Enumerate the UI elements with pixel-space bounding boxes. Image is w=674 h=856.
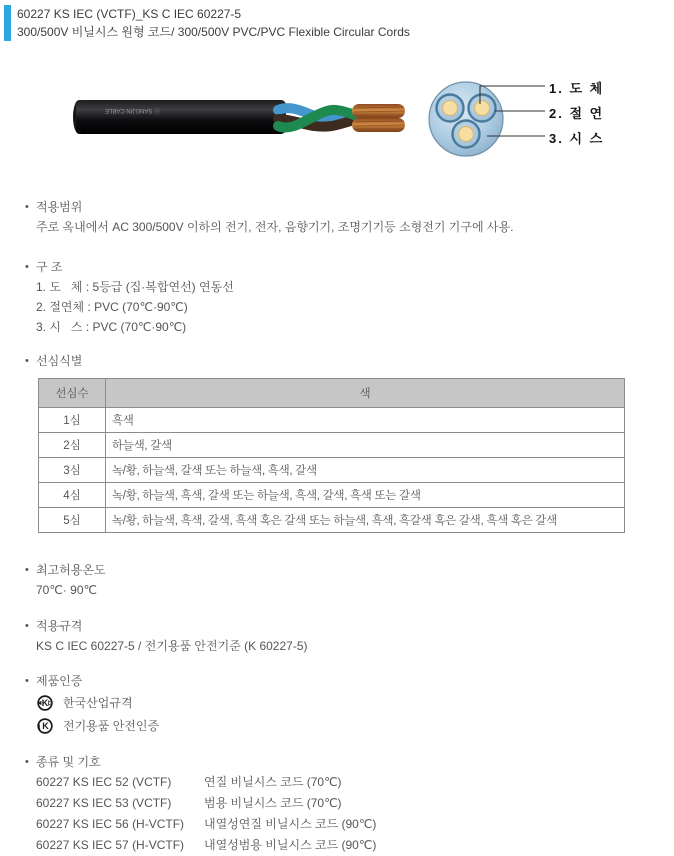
section-core-id-title: • 선심식별	[25, 351, 654, 371]
certification-label: 전기용품 안전인증	[63, 719, 160, 733]
diagram-label-conductor: 1. 도 체	[549, 81, 605, 96]
section-max-temp-title: • 최고허용온도	[25, 560, 654, 580]
type-description: 내열성연질 비닐시스 코드 (90℃)	[204, 817, 377, 831]
type-code: 60227 KS IEC 53 (VCTF)	[36, 796, 172, 810]
ks-mark-icon	[36, 694, 54, 712]
section-standard-title: • 적용규격	[25, 616, 654, 636]
section-core-identification	[25, 351, 654, 533]
type-code: 60227 KS IEC 56 (H-VCTF)	[36, 817, 185, 831]
cable-brand-text: ⓢ SANGJIN CABLE	[104, 107, 160, 113]
svg-text:K: K	[42, 720, 49, 731]
type-item	[36, 793, 654, 814]
type-item	[36, 835, 654, 856]
type-description: 범용 비닐시스 코드 (70℃)	[204, 796, 342, 810]
color-cell: 흑색	[106, 408, 625, 433]
table-row	[39, 483, 625, 508]
certification-item-ks	[36, 691, 654, 714]
type-item	[36, 814, 654, 835]
accent-bar	[4, 5, 11, 41]
product-graphics	[0, 44, 674, 197]
k-safety-mark-icon	[36, 717, 54, 735]
section-certification-title: • 제품인증	[25, 671, 654, 691]
core-count-cell: 2심	[39, 433, 106, 458]
certification-item-safety	[36, 714, 654, 737]
page-header	[0, 0, 674, 44]
type-item	[36, 772, 654, 793]
section-standard-body: KS C IEC 60227-5 / 전기용품 안전기준 (K 60227-5)	[36, 639, 308, 653]
table-row	[39, 508, 625, 533]
cable-cross-section-diagram	[425, 78, 547, 176]
table-row	[39, 433, 625, 458]
section-max-temp-body: 70℃· 90℃	[36, 583, 97, 597]
section-structure	[25, 257, 654, 337]
section-scope-body: 주로 옥내에서 AC 300/500V 이하의 전기, 전자, 음향기기, 조명기기등 소형전기 기구에 사용.	[36, 220, 514, 234]
table-row	[39, 408, 625, 433]
core-count-cell: 1심	[39, 408, 106, 433]
certification-label: 한국산업규격	[63, 696, 133, 710]
core-count-cell: 5심	[39, 508, 106, 533]
section-types	[25, 752, 654, 856]
color-cell: 하늘색, 갈색	[106, 433, 625, 458]
type-description: 연질 비닐시스 코드 (70℃)	[204, 775, 342, 789]
core-count-cell: 4심	[39, 483, 106, 508]
svg-text:K: K	[41, 697, 49, 708]
type-code: 60227 KS IEC 57 (H-VCTF)	[36, 838, 185, 852]
diagram-label-insulation: 2. 절 연	[549, 106, 605, 121]
section-types-title: • 종류 및 기호	[25, 752, 654, 772]
structure-item: 3. 시 스 : PVC (70℃·90℃)	[36, 320, 187, 334]
structure-item: 1. 도 체 : 5등급 (집·복합연선) 연동선	[36, 280, 234, 294]
core-color-table	[38, 378, 625, 533]
section-structure-title: • 구 조	[25, 257, 654, 277]
diagram-label-sheath: 3. 시 스	[549, 131, 605, 146]
table-row	[39, 458, 625, 483]
type-description: 내열성범용 비닐시스 코드 (90℃)	[204, 838, 377, 852]
page-title: 60227 KS IEC (VCTF)_KS C IEC 60227-5	[17, 7, 242, 21]
cable-photo	[70, 88, 410, 146]
table-header-row	[39, 379, 625, 408]
column-header-color: 색	[106, 379, 625, 408]
color-cell: 녹/황, 하늘색, 흑색, 갈색, 흑색 혹은 갈색 또는 하늘색, 흑색, 흑갈색 혹은 갈색, 흑색 혹은 갈색	[106, 508, 625, 533]
section-certification	[25, 671, 654, 737]
section-scope-title: • 적용범위	[25, 197, 654, 217]
core-count-cell: 3심	[39, 458, 106, 483]
column-header-core-count: 선심수	[39, 379, 106, 408]
structure-item: 2. 절연체 : PVC (70℃·90℃)	[36, 300, 188, 314]
color-cell: 녹/황, 하늘색, 갈색 또는 하늘색, 흑색, 갈색	[106, 458, 625, 483]
section-scope	[25, 197, 654, 237]
color-cell: 녹/황, 하늘색, 흑색, 갈색 또는 하늘색, 흑색, 갈색, 흑색 또는 갈색	[106, 483, 625, 508]
section-standard	[25, 616, 654, 656]
section-max-temperature	[25, 560, 654, 600]
page-subtitle: 300/500V 비닐시스 원형 코드/ 300/500V PVC/PVC Flexible Circular Cords	[17, 25, 410, 39]
type-code: 60227 KS IEC 52 (VCTF)	[36, 775, 172, 789]
